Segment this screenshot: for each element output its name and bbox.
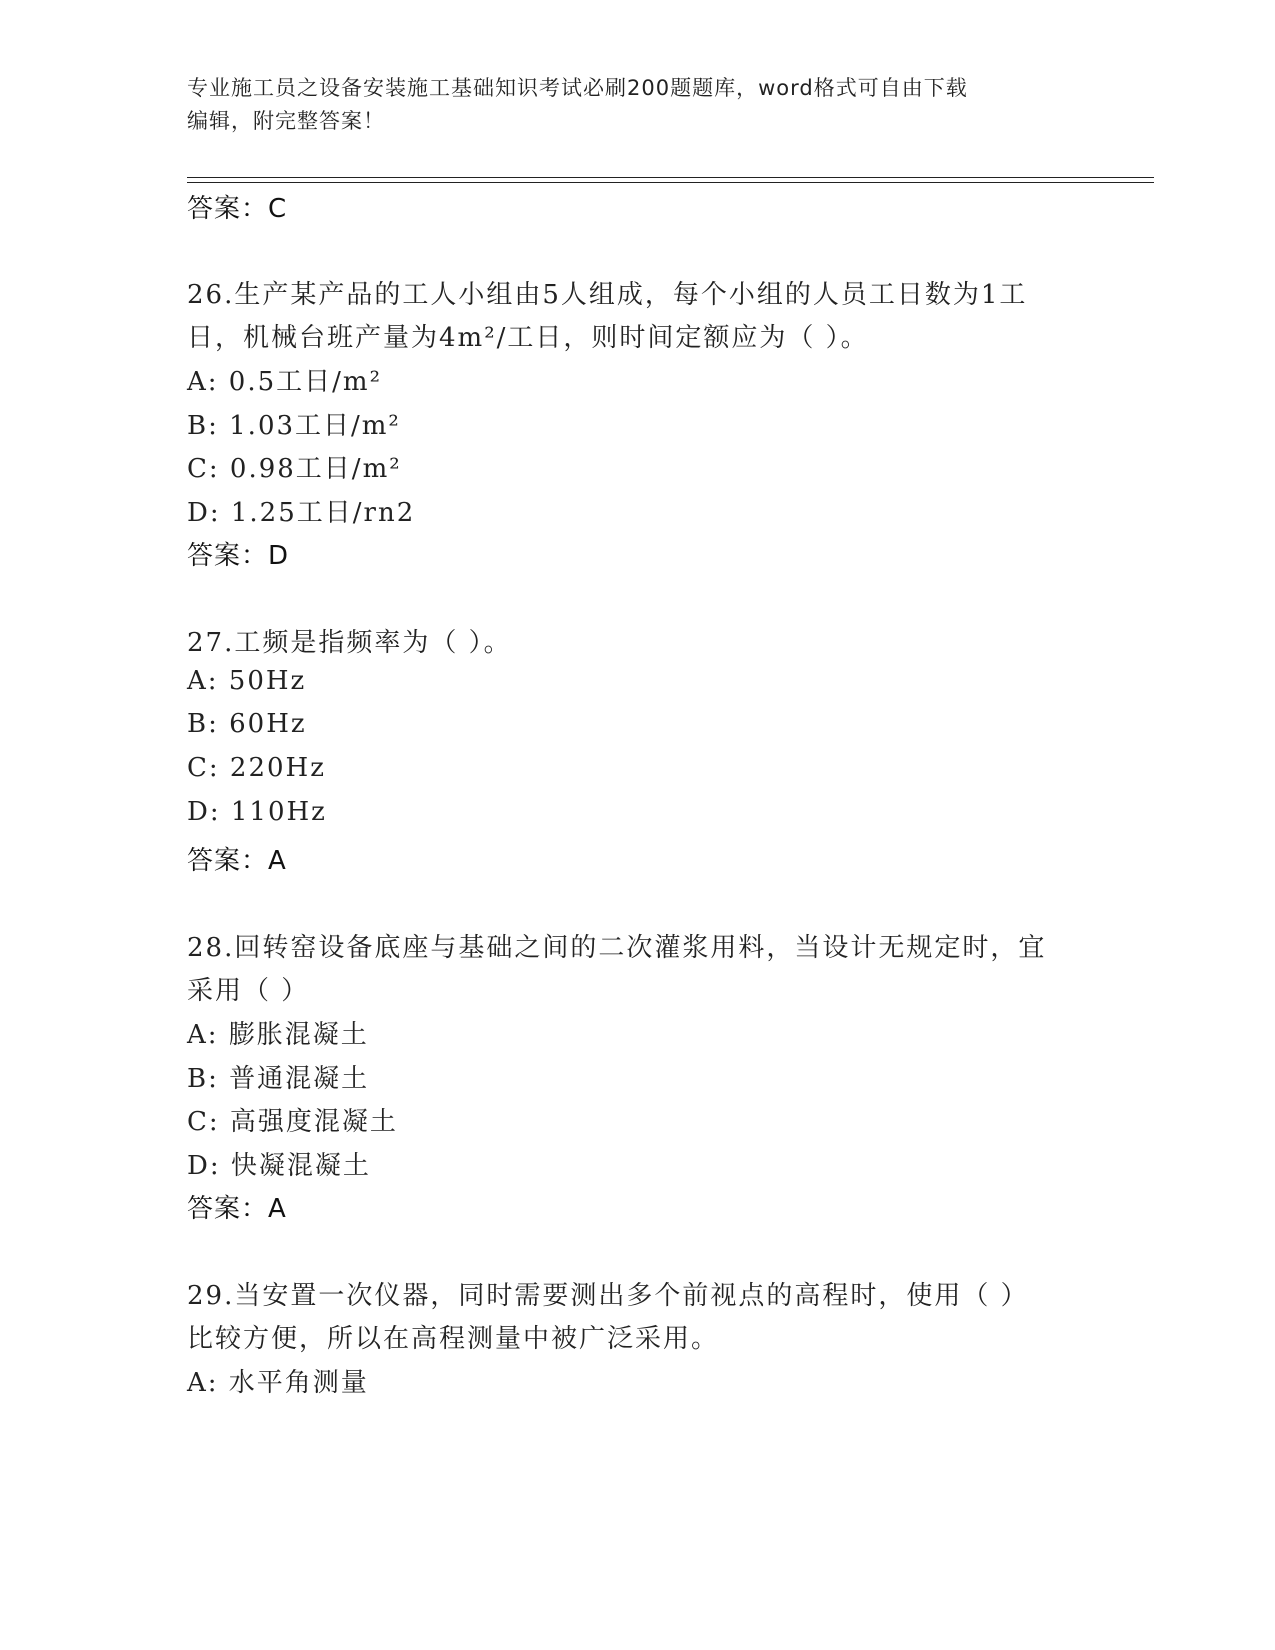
- question-27-option-a: A: 50Hz: [187, 666, 307, 696]
- question-29-stem-line-1: 29.当安置一次仪器，同时需要测出多个前视点的高程时，使用（ ）: [187, 1281, 1029, 1311]
- question-26-option-d: D: 1.25工日/rn2: [187, 498, 416, 528]
- question-27-option-c: C: 220Hz: [187, 753, 326, 783]
- page-header: [187, 72, 1067, 138]
- question-29-option-a: A: 水平角测量: [187, 1368, 369, 1398]
- header-line-1: 专业施工员之设备安装施工基础知识考试必刷200题题库，word格式可自由下载: [187, 76, 968, 100]
- question-26-stem-line-2: 日，机械台班产量为4m²/工日，则时间定额应为（ ）。: [187, 323, 869, 353]
- question-26-option-b: B: 1.03工日/m²: [187, 411, 401, 441]
- question-26-answer: 答案：D: [187, 541, 290, 571]
- question-28-option-d: D: 快凝混凝土: [187, 1151, 371, 1181]
- question-26-stem-line-1: 26.生产某产品的工人小组由5人组成，每个小组的人员工日数为1工: [187, 280, 1028, 310]
- question-27-option-d: D: 110Hz: [187, 797, 327, 827]
- question-28-option-b: B: 普通混凝土: [187, 1064, 370, 1094]
- header-rule-top: [187, 177, 1154, 178]
- question-27-option-b: B: 60Hz: [187, 709, 307, 739]
- question-28-option-a: A: 膨胀混凝土: [187, 1020, 369, 1050]
- previous-answer: 答案：C: [187, 194, 288, 224]
- question-29-stem-line-2: 比较方便，所以在高程测量中被广泛采用。: [187, 1324, 720, 1354]
- question-28-option-c: C: 高强度混凝土: [187, 1107, 398, 1137]
- question-28-stem-line-2: 采用（ ）: [187, 976, 310, 1006]
- question-27-stem-line-1: 27.工频是指频率为（ ）。: [187, 628, 512, 658]
- question-28-answer: 答案：A: [187, 1194, 287, 1224]
- header-line-2: 编辑，附完整答案！: [187, 109, 385, 133]
- question-28-stem-line-1: 28.回转窑设备底座与基础之间的二次灌浆用料，当设计无规定时，宜: [187, 933, 1047, 963]
- header-rule-bottom: [187, 182, 1154, 183]
- question-27-answer: 答案：A: [187, 846, 287, 876]
- question-26-option-c: C: 0.98工日/m²: [187, 454, 402, 484]
- question-26-option-a: A: 0.5工日/m²: [187, 367, 382, 397]
